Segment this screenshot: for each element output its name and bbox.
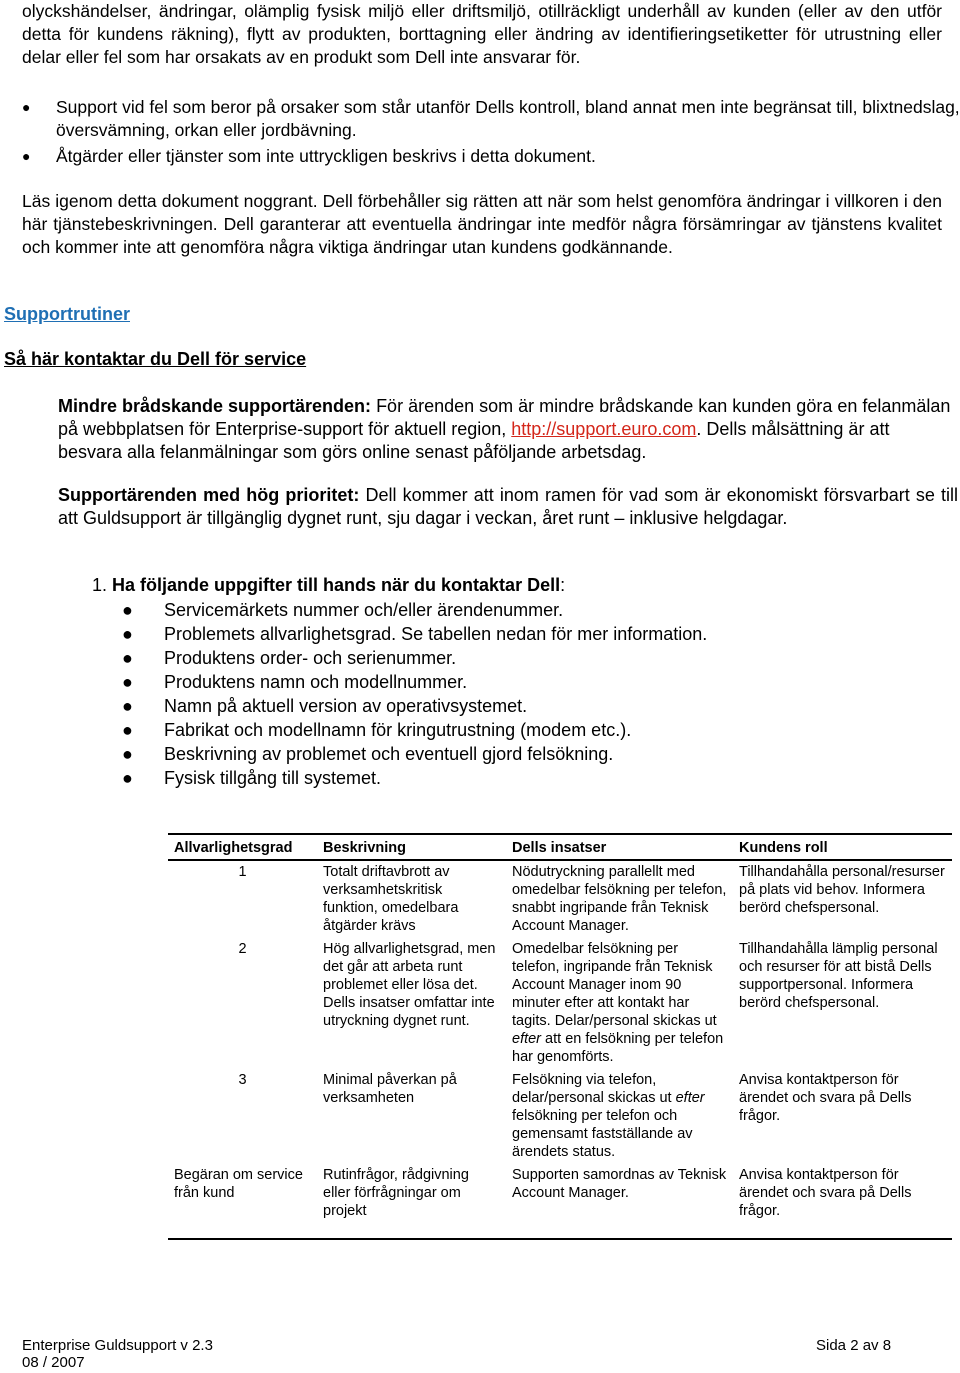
header-dell-actions: Dells insatser <box>506 834 733 860</box>
dell-text-emphasis: efter <box>675 1090 705 1106</box>
dell-text-end: att en felsökning per telefon har genomförts. <box>512 1031 724 1065</box>
cell-severity: 1 <box>238 864 247 880</box>
step-colon: : <box>560 575 566 595</box>
checklist-text: Produktens namn och modellnummer. <box>164 672 468 692</box>
table-header-row <box>168 834 952 860</box>
terms-paragraph: Läs igenom detta dokument noggrant. Dell förbehåller sig rätten att när som helst genomföra ändringar i villkoren i den här tjänstebeskrivningen. Dell garanterar att eventuella ändringar inte medför några försämringar av tjänstens kvalitet och kommer inte att genomföra några viktiga ändringar utan kundens godkännande. <box>22 191 942 257</box>
cell-severity: Begäran om service från kund <box>168 1164 317 1239</box>
subsection-title: Så här kontaktar du Dell för service <box>4 349 307 369</box>
bullet-icon: ● <box>122 720 133 740</box>
cell-description: Rutinfrågor, rådgivning eller förfrågningar om projekt <box>317 1164 506 1239</box>
list-item-text: Support vid fel som beror på orsaker som står utanför Dells kontroll, bland annat men inte begränsat till, blixtnedslag, översvämning, orkan eller jordbävning. <box>56 97 960 140</box>
checklist-item <box>122 718 631 742</box>
cell-dell-actions <box>506 1164 733 1239</box>
bullet-icon: ● <box>122 624 133 644</box>
minor-requests-text: För ärenden som är mindre brådskande kan kunden göra en felanmälan på webbplatsen för Enterprise-support för aktuell region, <box>58 396 951 439</box>
cell-description: Minimal påverkan på verksamheten <box>323 1072 457 1106</box>
cell-customer-role: Tillhandahålla lämplig personal och resurser för att bistå Dells supportpersonal. Informera berörd chefspersonal. <box>739 941 938 1011</box>
checklist-item <box>122 622 707 646</box>
bullet-icon: ● <box>122 696 133 716</box>
table-row <box>168 1164 952 1239</box>
checklist-item <box>122 670 467 694</box>
table-row <box>168 938 952 1069</box>
bullet-icon: ● <box>122 648 133 668</box>
checklist-text: Namn på aktuell version av operativsystemet. <box>164 696 528 716</box>
bullet-icon: ● <box>122 672 133 692</box>
section-title[interactable]: Supportrutiner <box>4 304 130 324</box>
dell-text: Omedelbar felsökning per telefon, ingripande från Teknisk Account Manager inom 90 minuter efter att kontakt har tagits. Delar/personal skickas ut <box>512 941 717 1029</box>
bullet-icon: ● <box>122 768 133 788</box>
step-heading <box>92 575 565 596</box>
cell-severity: 2 <box>238 941 247 957</box>
cell-description: Hög allvarlighetsgrad, men det går att arbeta runt problemet eller lösa det. Dells insatser omfattar inte utryckning dygnet runt. <box>323 941 496 1029</box>
minor-requests-text-end: . Dells målsättning är att besvara alla felanmälningar som görs online senast påföljande arbetsdag. <box>58 419 890 462</box>
footer-page-number: Sida 2 av 8 <box>816 1337 892 1354</box>
cell-customer-role: Anvisa kontaktperson för ärendet och svara på Dells frågor. <box>733 1164 952 1239</box>
checklist-item <box>122 598 563 622</box>
table-row <box>168 1069 952 1164</box>
header-customer-role: Kundens roll <box>733 834 952 860</box>
bullet-icon: ● <box>22 99 31 115</box>
step-title: Ha följande uppgifter till hands när du kontaktar Dell <box>112 575 561 595</box>
dell-text: Felsökning via telefon, delar/personal skickas ut <box>512 1072 676 1106</box>
footer-title: Enterprise Guldsupport v 2.3 <box>22 1337 213 1354</box>
high-priority-label: Supportärenden med hög prioritet: <box>58 485 360 505</box>
cell-dell-actions <box>506 860 733 938</box>
high-priority-paragraph <box>58 484 958 530</box>
checklist-text: Problemets allvarlighetsgrad. Se tabellen nedan för mer information. <box>164 624 708 644</box>
cell-description: Totalt driftavbrott av verksamhetskritisk funktion, omedelbara åtgärder krävs <box>323 864 459 934</box>
list-item <box>22 96 960 142</box>
step-number: 1. <box>92 575 108 595</box>
cell-customer-role: Anvisa kontaktperson för ärendet och svara på Dells frågor. <box>739 1072 912 1124</box>
checklist-item <box>122 766 381 790</box>
severity-table <box>168 833 952 1240</box>
checklist-text: Beskrivning av problemet och eventuell gjord felsökning. <box>164 744 614 764</box>
checklist-text: Fysisk tillgång till systemet. <box>164 768 382 788</box>
header-description: Beskrivning <box>317 834 506 860</box>
dell-text: Supporten samordnas av Teknisk Account Manager. <box>512 1167 727 1201</box>
header-severity: Allvarlighetsgrad <box>168 834 317 860</box>
bullet-icon: ● <box>122 600 133 620</box>
bullet-icon: ● <box>22 148 31 164</box>
checklist-text: Fabrikat och modellnamn för kringutrustning (modem etc.). <box>164 720 632 740</box>
checklist-item <box>122 646 456 670</box>
bullet-icon: ● <box>122 744 133 764</box>
list-item-text: Åtgärder eller tjänster som inte uttryckligen beskrivs i detta dokument. <box>56 146 596 166</box>
list-item <box>22 145 960 168</box>
minor-requests-label: Mindre brådskande supportärenden: <box>58 396 372 416</box>
intro-paragraph: olyckshändelser, ändringar, olämplig fysisk miljö eller driftsmiljö, otillräckligt underhåll av kunden (eller av den utför detta för kundens räkning), flytt av produkten, borttagning eller ändring av identifieringsetiketter för utrustning eller delar eller fel som har orsakats av en produkt som Dell inte ansvarar för. <box>22 1 942 67</box>
checklist-item <box>122 694 527 718</box>
high-priority-text: Dell kommer att inom ramen för vad som är ekonomiskt försvarbart se till att Guldsupport är tillgänglig dygnet runt, sju dagar i veckan, året runt – inklusive helgdagar. <box>58 485 958 528</box>
support-link[interactable]: http://support.euro.com <box>511 419 697 439</box>
checklist-item <box>122 742 613 766</box>
checklist-text: Servicemärkets nummer och/eller ärendenummer. <box>164 600 564 620</box>
cell-dell-actions <box>506 1069 733 1164</box>
footer-date: 08 / 2007 <box>22 1354 85 1371</box>
cell-customer-role: Tillhandahålla personal/resurser på plats vid behov. Informera berörd chefspersonal. <box>739 864 945 916</box>
dell-text: Nödutryckning parallellt med omedelbar felsökning per telefon, snabbt ingripande från Teknisk Account Manager. <box>512 864 727 934</box>
cell-dell-actions <box>506 938 733 1069</box>
dell-text-emphasis: efter <box>512 1031 542 1047</box>
checklist-text: Produktens order- och serienummer. <box>164 648 457 668</box>
table-row <box>168 860 952 938</box>
dell-text-end: felsökning per telefon och gemensamt fastställande av ärendets status. <box>512 1108 693 1160</box>
cell-severity: 3 <box>238 1072 247 1088</box>
minor-requests-paragraph <box>58 395 958 464</box>
